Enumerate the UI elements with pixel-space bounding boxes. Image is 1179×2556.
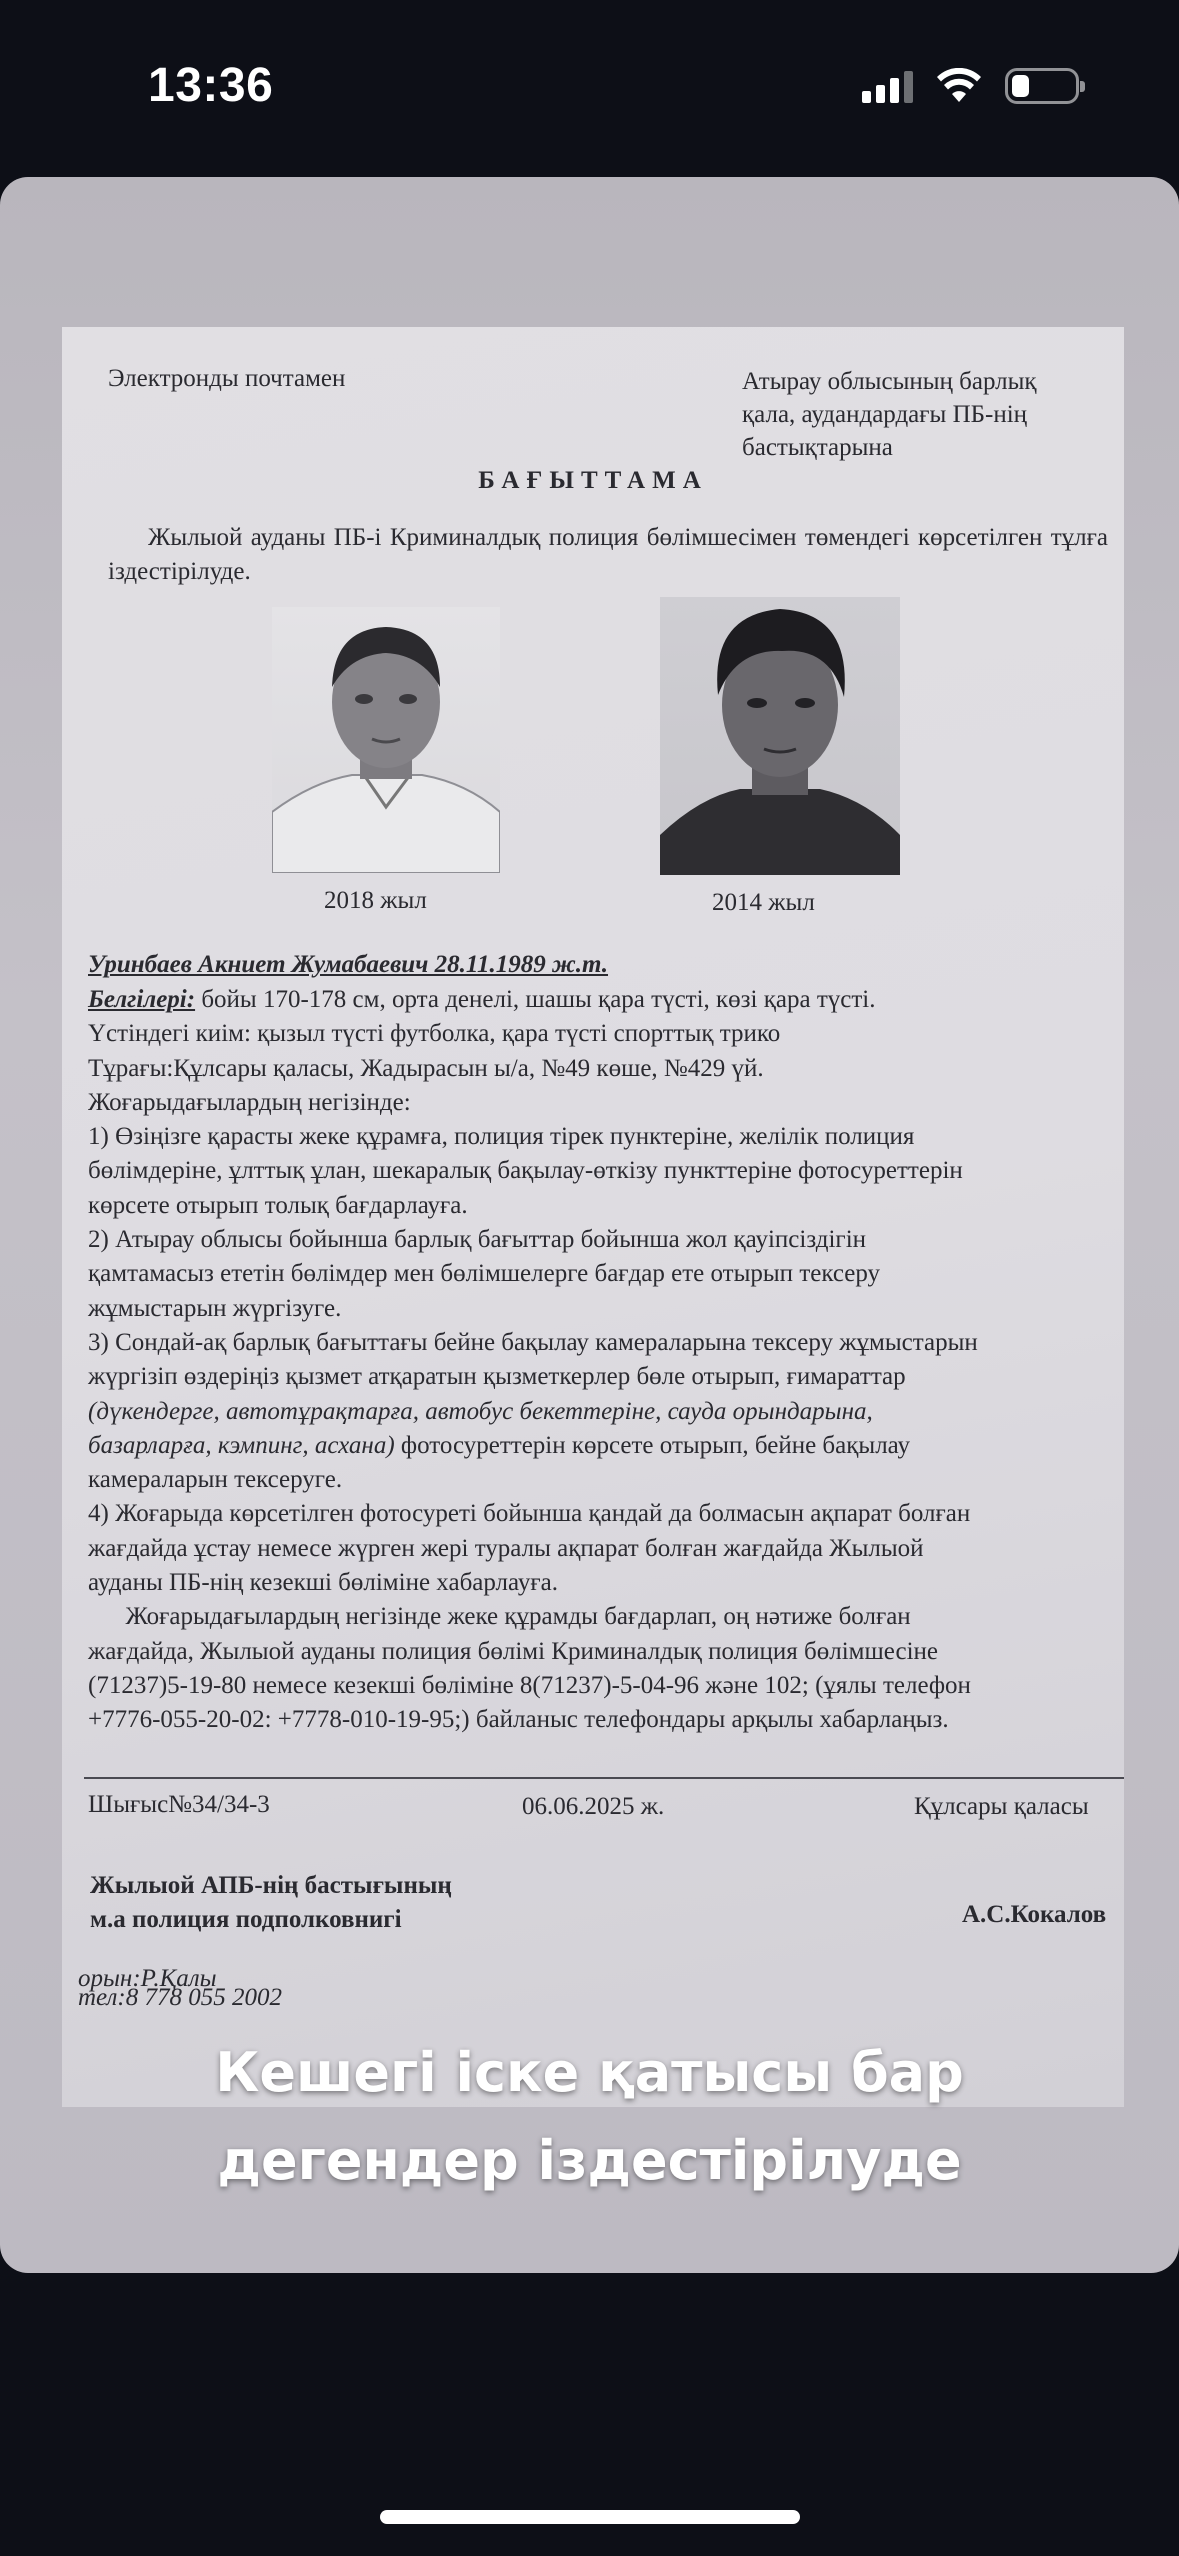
item3-line: жүргізіп өздеріңіз қызмет атқаратын қызметкерлер бөле отырып, ғимараттар xyxy=(88,1363,906,1391)
closing-line: (71237)5-19-80 немесе кезекші бөліміне 8(71237)-5-04-96 және 102; (ұялы телефон xyxy=(88,1671,971,1699)
document-date: 06.06.2025 ж. xyxy=(522,1793,665,1820)
signer-name: А.С.Кокалов xyxy=(962,1901,1107,1928)
suspect-name: Уринбаев Акниет Жумабаевич 28.11.1989 ж.т. xyxy=(88,951,609,978)
item4-line: ауданы ПБ-нің кезекші бөліміне хабарлауға. xyxy=(88,1569,558,1597)
document-title: БАҒЫТТАМА xyxy=(478,467,708,494)
item3-line: 3) Сондай-ақ барлық бағыттағы бейне бақылау камераларына тексеру жұмыстарын xyxy=(88,1328,978,1356)
item2-line: 2) Атырау облысы бойынша барлық бағыттар бойынша жол қауіпсіздігін xyxy=(88,1226,867,1254)
item4-line: жағдайда ұстау немесе жүрген жері туралы ақпарат болған жағдайда Жылыой xyxy=(88,1534,924,1562)
status-time: 13:36 xyxy=(148,59,274,112)
story-card[interactable] xyxy=(0,177,1179,2273)
story-caption-line: дегендер іздестірілуде xyxy=(217,2129,962,2192)
document-intro: Жылыой ауданы ПБ-і Криминалдық полиция бөлімшесімен төмендегі көрсетілген тұлға іздестірілуде. xyxy=(108,524,1108,585)
photo-caption-2014: 2014 жыл xyxy=(712,889,815,916)
closing-line: Жоғарыдағылардың негізінде жеке құрамды бағдарлап, оң нәтиже болған xyxy=(88,1603,911,1631)
document-number: Шығыс№34/34-3 xyxy=(88,1791,270,1818)
closing-line: жағдайда, Жылыой ауданы полиция бөлімі Криминалдық полиция бөлімшесіне xyxy=(88,1637,938,1665)
cellular-signal-icon xyxy=(862,69,913,103)
address-line: Тұрағы:Құлсары қаласы, Жадырасын ы/а, №49 көше, №429 үй. xyxy=(88,1054,764,1082)
story-caption-line: Кешегі іске қатысы бар xyxy=(215,2041,964,2104)
item1-line: 1) Өзіңізге қарасты жеке құрамға, полиция тірек пунктеріне, желілік полиция xyxy=(88,1123,915,1151)
item3-line: (дүкендерге, автотұрақтарға, автобус бекеттеріне, сауда орындарына, xyxy=(88,1397,873,1425)
document-body xyxy=(88,983,1124,1738)
suspect-photo-2014 xyxy=(660,597,900,875)
features-line: Белгілері: бойы 170-178 см, орта денелі, шашы қара түсті, көзі қара түсті. xyxy=(88,986,876,1013)
item2-line: қамтамасыз ететін бөлімдер мен бөлімшелерге бағдар ете отырып тексеру xyxy=(88,1260,881,1288)
item1-line: бөлімдеріне, ұлттық ұлан, шекаралық бақылау-өткізу пункттеріне фотосуреттерін xyxy=(88,1157,963,1185)
clothing-line: Үстіндегі киім: қызыл түсті футболка, қара түсті спорттық трико xyxy=(88,1020,781,1048)
closing-line: +7776-055-20-02: +7778-010-19-95;) байланыс телефондары арқылы хабарлаңыз. xyxy=(88,1706,949,1734)
battery-icon xyxy=(1005,68,1079,104)
item2-line: жұмыстарын жүргізуге. xyxy=(88,1294,342,1322)
wifi-icon xyxy=(935,68,983,104)
battery-level xyxy=(1012,75,1029,97)
left-header: Электронды почтамен xyxy=(108,365,346,392)
item1-line: көрсете отырып толық бағдарлауға. xyxy=(88,1191,468,1219)
story-caption xyxy=(0,2029,1179,2205)
photo-caption-2018: 2018 жыл xyxy=(324,887,427,914)
right-header: Атырау облысының барлық қала, аудандардағы ПБ-нің бастықтарына xyxy=(742,368,1037,461)
document-city: Құлсары қаласы xyxy=(914,1793,1089,1820)
footnote: орын:Р.Қалы тел:8 778 055 2002 xyxy=(78,1965,283,2011)
item3-line: базарларға, кэмпинг, асхана) фотосуреттерін көрсете отырып, бейне бақылау xyxy=(88,1431,910,1459)
divider xyxy=(84,1777,1124,1779)
status-icons xyxy=(862,64,1079,108)
suspect-photo-2018 xyxy=(272,607,500,873)
basis-line: Жоғарыдағылардың негізінде: xyxy=(88,1088,411,1116)
home-indicator[interactable] xyxy=(380,2510,800,2524)
signer-title: Жылыой АПБ-нің бастығының м.а полиция подполковнигі xyxy=(90,1872,452,1933)
item3-line: камераларын тексеруге. xyxy=(88,1466,343,1494)
item4-line: 4) Жоғарыда көрсетілген фотосуреті бойынша қандай да болмасын ақпарат болған xyxy=(88,1500,971,1528)
document-photo xyxy=(62,327,1124,2107)
